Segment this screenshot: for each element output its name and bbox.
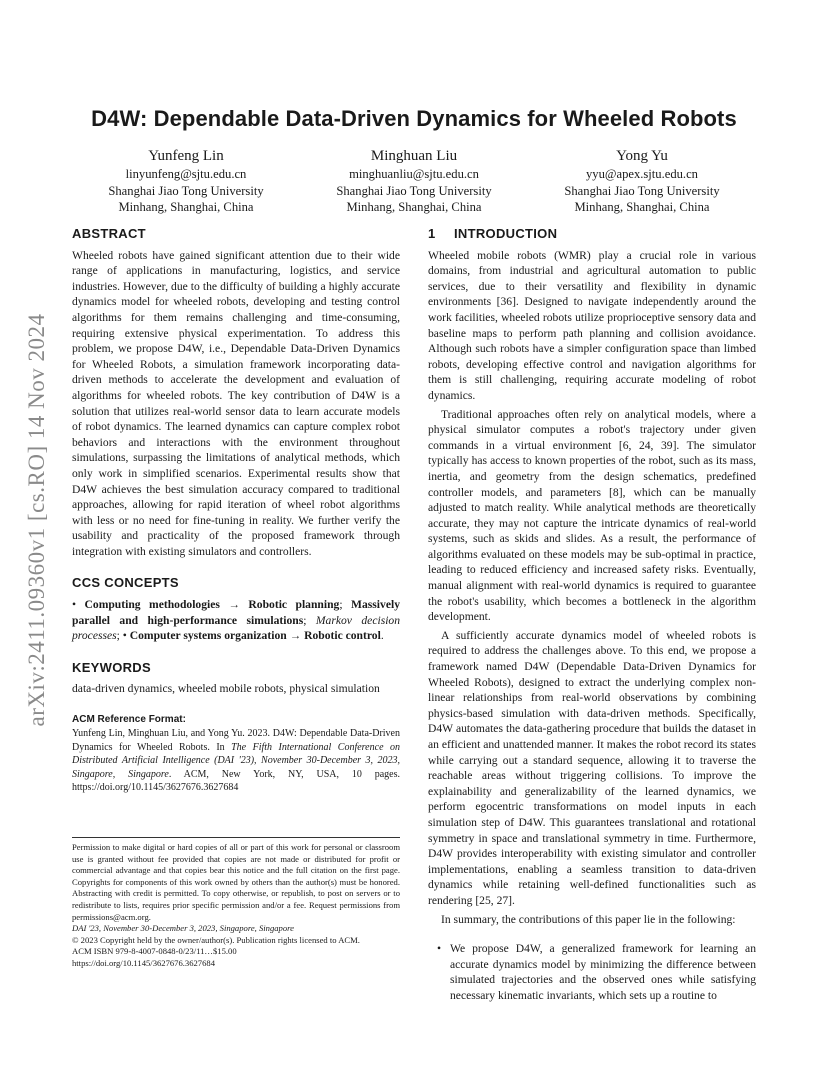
ccs-item: Massively parallel and high-performance simulations <box>72 598 400 627</box>
author-name: Yunfeng Lin <box>148 148 224 164</box>
arxiv-identifier-stamp <box>22 280 52 760</box>
ccs-heading: CCS CONCEPTS <box>72 575 179 591</box>
footnote-isbn: ACM ISBN 979-8-4007-0848-0/23/11…$15.00 <box>72 946 237 957</box>
intro-paragraph-2: Traditional approaches often rely on analytical models, where a physical simulator computes a robot's trajectory under given commands in a virtual environment [6, 24, 39]. The simulator typically has access to known properties of the robot, such as its mass, inertia, and geometry from the design schematics, predefined controller models, and parameters [8], which can be manually adjusted to match reality. While analytical methods are theoretically accurate, they may not capture the intricate dynamics of real-world systems, such as skids and slides. As a result, the performance of algorithms evaluated on these models may be sub-optimal in practice, leading to reduced efficiency and increased safety risks. Eventually, manual alignment with real-world dynamics is required to guarantee the robot's usability, which becomes a bottleneck in the algorithm development. <box>428 407 756 624</box>
permission-footnote <box>72 837 400 970</box>
ccs-bullet: • <box>72 598 77 612</box>
ccs-concepts: • Computing methodologies → Robotic planning; Massively parallel and high-performance simulations; Markov decision processes; • Computer systems organization → Robotic control. <box>72 598 401 643</box>
contribution-list-item <box>428 941 756 1003</box>
author-location: Minhang, Shanghai, China <box>574 200 710 215</box>
author-email: yyu@apex.sjtu.edu.cn <box>586 167 698 181</box>
bullet-marker: • <box>436 942 442 956</box>
ccs-item: Computer systems organization → Robotic control <box>129 629 381 643</box>
left-column <box>72 226 400 794</box>
author-block <box>72 146 756 216</box>
paper-title: D4W: Dependable Data-Driven Dynamics for Wheeled Robots <box>91 106 737 131</box>
section-number: 1 <box>428 226 436 241</box>
keywords-text: data-driven dynamics, wheeled mobile robots, physical simulation <box>72 682 380 696</box>
ccs-bullet: • <box>122 629 127 643</box>
footnote-venue: DAI '23, November 30-December 3, 2023, Singapore, Singapore <box>72 923 294 934</box>
author-1 <box>72 146 300 216</box>
author-email: minghuanliu@sjtu.edu.cn <box>349 167 479 181</box>
author-affiliation: Shanghai Jiao Tong University <box>564 183 720 198</box>
acm-reference-format: ACM Reference Format: Yunfeng Lin, Minghuan Liu, and Yong Yu. 2023. D4W: Dependable Data-Driven Dynamics for Wheeled Robots. In The Fifth International Conference on Distributed Artificial Intelligence (DAI '23), November 30-December 3, 2023, Singapore, Singapore. ACM, New York, NY, USA, 10 pages. https://doi.org/10.1145/3627676.3627684 <box>72 714 400 794</box>
reference-venue: The Fifth International Conference on Distributed Artificial Intelligence (DAI '23), November 30-December 3, 2023, Singapore, Singapore <box>72 741 400 780</box>
author-name: Yong Yu <box>616 148 668 164</box>
intro-paragraph-1: Wheeled mobile robots (WMR) play a crucial role in various domains, from industrial and agricultural automation to public services, due to their versatility and flexibility in dynamic environments [36]. Designed to navigate independently around the work facilities, wheeled robots utilize proprioceptive sensory data and baseline maps to perform path planning and collision avoidance. Although such robots have a simpler configuration space than limbed robots, developing effective control and navigation algorithms for them is still challenging, requiring accurate modeling of robot dynamics. <box>428 248 756 402</box>
contribution-text: We propose D4W, a generalized framework for learning an accurate dynamics model by minimizing the difference between simulated trajectories and the observed ones while satisfying necessary kinematic invariants, which sets up a routine to <box>450 942 756 1002</box>
abstract-heading: ABSTRACT <box>72 226 146 241</box>
permission-text: Permission to make digital or hard copies of all or part of this work for personal or classroom use is granted without fee provided that copies are not made or distributed for profit or commercial advantage and that copies bear this notice and the full citation on the first page. Copyrights for components of this work owned by others than the author(s) must be honored. Abstracting with credit is permitted. To copy otherwise, or republish, to post on servers or to redistribute to lists, requires prior specific permission and/or a fee. Request permissions from permissions@acm.org. <box>72 842 400 922</box>
author-affiliation: Shanghai Jiao Tong University <box>108 183 264 198</box>
intro-paragraph-3: A sufficiently accurate dynamics model of wheeled robots is required to address the challenges above. To this end, we propose a framework named D4W (Dependable Data-Driven Dynamics for Wheeled Robots), designed to extract the underlying complex non-linear relationships from real-world observations by combining physics-based simulation with data-driven methods. Specifically, D4W automates the data-gathering procedure that builds the dataset in an efficient and unattended manner. It makes the robot record its states while carrying out a standard sequence, allowing it to traverse the reachable areas without triggering collisions. To improve the explainability and generalizability of the learned dynamics, we perform egocentric transformations on model inputs in each simulation step of D4W. This guarantees translational and rotational symmetry in space and translational symmetry in time. Furthermore, D4W provides interoperability with existing simulator and controller implementations, enabling a seamless transition to data-driven dynamics while retaining well-defined functionalities such as rendering [25, 27]. <box>428 628 756 907</box>
abstract-text: Wheeled robots have gained significant attention due to their wide range of applications in manufacturing, logistics, and service industries. However, due to the difficulty of building a highly accurate dynamics model for wheeled robots, developing and testing control algorithms for them remains challenging and time-consuming, requiring extensive physical experimentation. To address this problem, we propose D4W, i.e., Dependable Data-Driven Dynamics for Wheeled Robots, a simulation framework incorporating data-driven methods to accelerate the development and evaluation of algorithms for wheeled robots. The key contribution of D4W is a solution that utilizes real-world sensor data to learn accurate models of robot dynamics. The learned dynamics can capture complex robot behaviors and interactions with the environment throughout simulations, surpassing the limitations of analytical methods, which only work in simplified scenarios. Experimental results show that D4W achieves the best simulation accuracy compared to traditional approaches, allowing for rapid iteration of wheel robot algorithms with less or no need for fine-tuning in reality. We further verify the usability and practicality of the proposed framework through integration with existing simulators and controllers. <box>72 248 400 558</box>
author-3 <box>528 146 756 216</box>
introduction-heading: 1 INTRODUCTION <box>428 226 558 241</box>
footnote-copyright: © 2023 Copyright held by the owner/author(s). Publication rights licensed to ACM. <box>72 934 360 945</box>
author-location: Minhang, Shanghai, China <box>346 200 482 215</box>
ccs-item: Markov decision processes <box>72 613 401 643</box>
reference-format-heading: ACM Reference Format: <box>72 714 186 726</box>
arxiv-identifier: arXiv:2411.09360v1 [cs.RO] 14 Nov 2024 <box>24 313 49 727</box>
author-name: Minghuan Liu <box>370 148 458 164</box>
intro-paragraph-4: In summary, the contributions of this paper lie in the following: <box>441 912 736 926</box>
footnote-rule <box>72 837 400 838</box>
author-email: linyunfeng@sjtu.edu.cn <box>125 167 247 181</box>
keywords-heading: KEYWORDS <box>72 659 151 675</box>
ccs-item: Computing methodologies → Robotic planning <box>84 598 340 612</box>
author-2 <box>300 146 528 216</box>
author-location: Minhang, Shanghai, China <box>118 200 254 215</box>
footnote-doi: https://doi.org/10.1145/3627676.3627684 <box>72 957 215 968</box>
right-column <box>428 226 756 1004</box>
author-affiliation: Shanghai Jiao Tong University <box>336 183 492 198</box>
